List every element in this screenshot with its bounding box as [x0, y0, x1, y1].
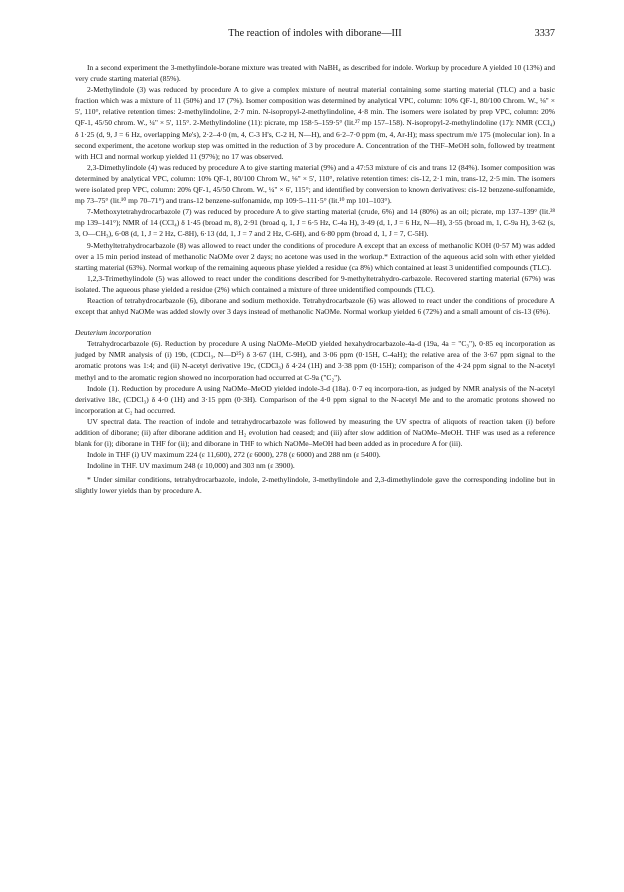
paragraph-deuterium-tetrahydrocarbazole: Tetrahydrocarbazole (6). Reduction by procedure A using NaOMe–MeOD yielded hexahydrocarbazole-4a-d (19a, 4a = "C₃"), 0·85 eq incorporation as judged by NMR analysis of (i) 19b, (CDCl₃, N—D²⁵) δ 3·67 (1H, C-9H), and 3·06 ppm (0·15H, C-4aH); the relative area of the 3·67 ppm signal to the aromatic protons was 1:4; and (ii) N-acetyl derivative 19c, (CDCl₃) δ 4·24 (1H) and 3·38 ppm (0·15H); comparison of the 4·24 ppm signal to the N-acetyl methyl and to the aromatic region showed no incorporation had occurred at C-9a ("C₂").	[75, 339, 555, 382]
footnote: * Under similar conditions, tetrahydrocarbazole, indole, 2-methylindole, 3-methylindole and 2,3-dimethylindole gave the corresponding indoline but in slightly lower yields than by procedure A.	[75, 475, 555, 496]
paragraph-7-methoxytetrahydrocarbazole: 7-Methoxytetrahydrocarbazole (7) was reduced by procedure A to give starting material (crude, 6%) and 14 (80%) as an oil; picrate, mp 137–139° (lit.²⁸ mp 139–141°); NMR of 14 (CCl₄) δ 1·45 (broad m, 8), 2·91 (broad q, 1, J = 6·5 Hz, C-4a H), 3·49 (d, 1, J = 6 Hz, N—H), 3·55 (broad m, 1, C-9a H), 3·62 (s, 3, O—CH₃), 6·08 (d, 1, J = 2 Hz, C-8H), 6·13 (dd, 1, J = 7 and 2 Hz, C-6H), and 6·80 ppm (broad d, 1, J = 7, C-5H).	[75, 207, 555, 239]
running-title: The reaction of indoles with diborane—III	[228, 28, 402, 39]
section-heading-deuterium: Deuterium incorporation	[75, 328, 152, 338]
paragraph-3-methylindole: In a second experiment the 3-methylindole-borane mixture was treated with NaBH₄ as described for indole. Workup by procedure A yielded 10 (13%) and very crude starting material (85%).	[75, 63, 555, 84]
paragraph-deuterium-indole: Indole (1). Reduction by procedure A using NaOMe–MeOD yielded indole-3-d (18a). 0·7 eq incorpora-tion, as judged by NMR analysis of the N-acetyl derivative 18c, (CDCl₃) δ 4·0 (1H) and 3·15 ppm (0·3H). Comparison of the 4·0 ppm signal to the N-acetyl Me and to the aromatic protons showed no incorporation at C₂ had occurred.	[75, 383, 555, 415]
paragraph-2-3-dimethylindole: 2,3-Dimethylindole (4) was reduced by procedure A to give starting material (9%) and a 47:53 mixture of cis and trans 12 (84%). Isomer composition was determined by analytical VPC, column: 10% QF-1, 80/100 Chrom W., ⅛" × 5', 110°, relative retention times: cis-12, 2·1 min, trans-12, 2·5 min. The isomers were isolated prep VPC, column: 20% QF-1, 45/50 Chrom. W., ¼" × 6', 115°; and identified by conversion to known derivatives: cis-12 benzene-sulfonamide, mp 73–75° (lit.¹⁰ mp 70–71°) and trans-12 benzene-sulfonamide, mp 109·5–111·5° (lit.¹⁰ mp 101–103°).	[75, 162, 555, 206]
running-header	[75, 28, 555, 42]
paragraph-indole-uv: Indole in THF (i) UV maximum 224 (ε 11,600), 272 (ε 6000), 278 (ε 6000) and 288 nm (ε 5400).	[87, 450, 381, 460]
paragraph-trimethylindole: 1,2,3-Trimethylindole (5) was allowed to react under the conditions described for 9-methyltetrahydro-carbazole. Recovered starting material (67%) was isolated. The aqueous phase yielded a residue (2%) which contained a mixture of three unidentified compounds (TLC).	[75, 273, 555, 294]
paragraph-9-methyltetrahydrocarbazole: 9-Methyltetrahydrocarbazole (8) was allowed to react under the conditions of procedure A except that an excess of methanolic KOH (0·57 M) was added over a 15 min period instead of methanolic NaOMe over 2 days; no acetone was used in the workup.* Extraction of the aqueous acid soln with ether yielded starting material (63%). Normal workup of the remaining aqueous phase yielded a residue (ca 8%) which contained at least 3 unidentified compounds (TLC).	[75, 240, 555, 272]
paragraph-indoline-uv: Indoline in THF. UV maximum 248 (ε 10,000) and 303 nm (ε 3900).	[87, 461, 295, 471]
journal-page	[75, 28, 555, 497]
paragraph-2-methylindole: 2-Methylindole (3) was reduced by procedure A to give a complex mixture of neutral material containing some starting material (TLC) and a basic fraction which was a mixture of 11 (50%) and 17 (7%). Isomer composition was determined by analytical VPC, column: 10% QF-1, 80/100 Chrom. W., ⅛" × 5', 110°, relative retention times: 2-methylindoline, 2·7 min. N-isopropyl-2-methylindoline, 4·8 min. The isomers were isolated by prep VPC, column: 20% QF-1, 45/50 chrom. W., ¼" × 5', 115°. 2-Methylindoline (11): picrate, mp 158·5–159·5° (lit.²⁷ mp 157–158). N-isopropyl-2-methylindoline (17): NMR (CCl₄) δ 1·25 (d, 9, J = 6 Hz, overlapping Me's), 2·2–4·0 (m, 4, C-3 H's, C-2 H, N—H), and 6·2–7·0 ppm (m, 4, Ar-H); mass spectrum m/e 175 (molecular ion). In a second experiment, the acetone workup step was omitted in the reduction of 3 by procedure A. Concentration of the THF–MeOH soln, followed by treatment with HCl and normal workup yielded 11 (97%); no 17 was observed.	[75, 85, 555, 161]
page-number: 3337	[534, 28, 555, 39]
paragraph-uv-spectral-data: UV spectral data. The reaction of indole and tetrahydrocarbazole was followed by measuring the UV spectra of aliquots of reaction taken (i) before addition of diborane; (ii) after diborane addition and H₂ evolution had ceased; and (iii) after slow addition of NaOMe–MeOH. THF was used as a reference blank for (i); diborane in THF for (ii); and diborane in THF to which NaOMe–MeOH had been added as in procedure A for (iii).	[75, 416, 555, 449]
paragraph-reaction-tetrahydrocarbazole: Reaction of tetrahydrocarbazole (6), diborane and sodium methoxide. Tetrahydrocarbazole (6) was allowed to react under the conditions of procedure A except that anhyd NaOMe was added slowly over 3 days instead of methanolic NaOMe. Normal workup yielded 6 (72%) and a small amount of cis-13 (6%).	[75, 295, 555, 317]
